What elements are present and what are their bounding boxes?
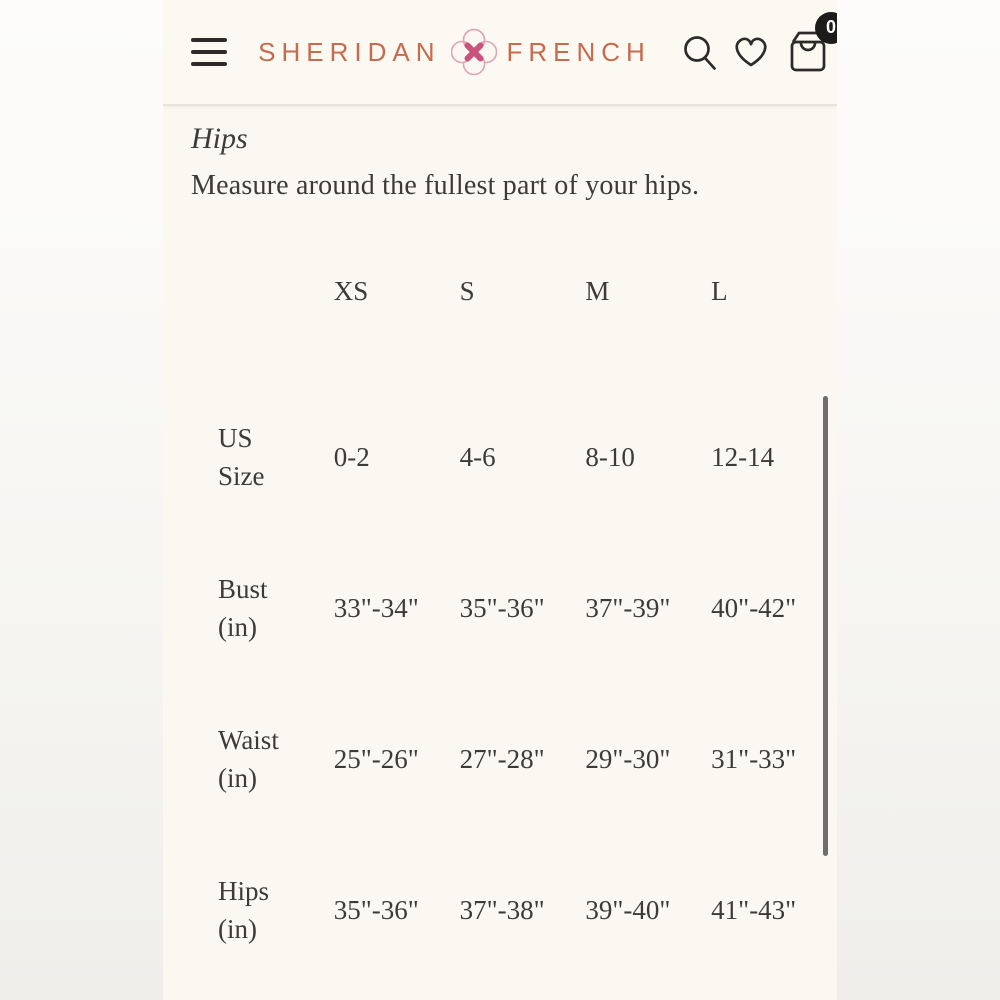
table-cell: 4-6 <box>459 442 496 473</box>
table-cell: 8-10 <box>585 442 635 473</box>
column-header-xs: XS <box>333 276 369 307</box>
section-description: Measure around the fullest part of your hips. <box>191 169 700 201</box>
table-cell: 27"-28" <box>459 744 545 775</box>
table-cell: 31"-33" <box>711 744 797 775</box>
header <box>163 0 837 106</box>
size-chart-header-row <box>218 244 837 382</box>
table-cell: 40"-42" <box>711 593 797 624</box>
brand-name-first: SHERIDAN <box>258 36 441 67</box>
section-title: Hips <box>191 122 248 155</box>
heart-icon[interactable] <box>732 35 770 69</box>
table-cell: 12-14 <box>711 442 775 473</box>
table-cell: 39"-40" <box>585 895 671 926</box>
table-cell: 35"-36" <box>459 593 545 624</box>
corner-cell <box>218 244 334 382</box>
row-label: Hips (in) <box>218 875 270 944</box>
table-cell: 35"-36" <box>333 895 419 926</box>
table-row-bust <box>218 533 837 684</box>
brand-logo[interactable] <box>227 28 682 76</box>
size-guide-section <box>163 106 837 986</box>
table-row-us-size <box>218 382 837 533</box>
table-cell: 29"-30" <box>585 744 671 775</box>
header-icons <box>682 17 836 79</box>
cart-count-badge: 0 <box>815 12 837 44</box>
vertical-scrollbar[interactable] <box>823 396 828 856</box>
search-icon[interactable] <box>682 34 717 71</box>
table-cell: 25"-26" <box>333 744 419 775</box>
column-header-l: L <box>711 276 728 307</box>
column-header-m: M <box>585 276 610 307</box>
mobile-viewport <box>163 0 837 1000</box>
brand-name-second: FRENCH <box>506 36 651 67</box>
table-cell: 37"-38" <box>459 895 545 926</box>
row-label: US Size <box>218 422 265 491</box>
column-header-s: S <box>459 276 475 307</box>
table-cell: 33"-34" <box>333 593 419 624</box>
table-cell: 0-2 <box>333 442 370 473</box>
table-row-waist <box>218 684 837 835</box>
row-label: Bust (in) <box>218 573 268 642</box>
brand-quatrefoil-logo-icon <box>451 28 497 76</box>
table-cell: 41"-43" <box>711 895 797 926</box>
size-chart-table <box>218 244 837 986</box>
table-row-hips <box>218 835 837 986</box>
row-label: Waist (in) <box>218 724 279 793</box>
menu-icon[interactable] <box>191 38 227 66</box>
cart-button-wrap <box>785 17 836 79</box>
table-cell: 37"-39" <box>585 593 671 624</box>
